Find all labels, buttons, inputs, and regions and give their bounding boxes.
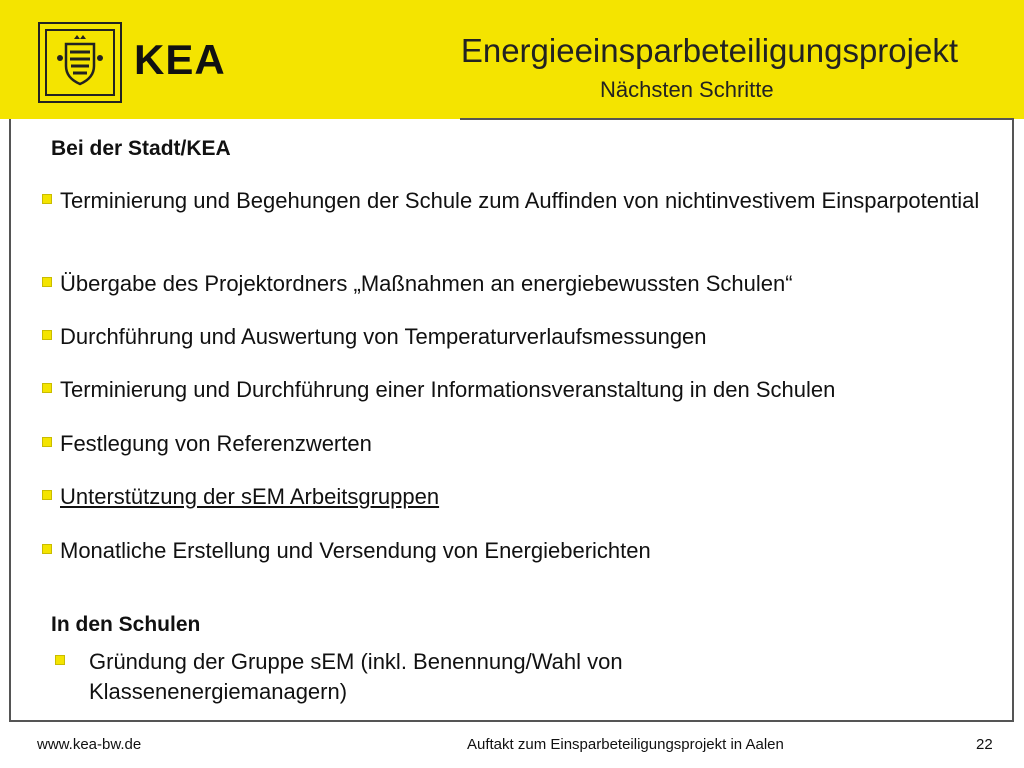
coat-of-arms-logo bbox=[38, 22, 122, 103]
square-bullet-icon bbox=[42, 194, 52, 204]
list-item bbox=[42, 429, 992, 459]
list-item bbox=[42, 375, 992, 405]
list-item-text: Terminierung und Durchführung einer Informationsveranstaltung in den Schulen bbox=[60, 377, 836, 402]
page-number: 22 bbox=[976, 736, 993, 753]
footer-event: Auftakt zum Einsparbeteiligungsprojekt in Aalen bbox=[467, 736, 784, 753]
footer-website: www.kea-bw.de bbox=[37, 736, 142, 753]
section-heading-city: Bei der Stadt/KEA bbox=[51, 137, 231, 160]
square-bullet-icon bbox=[42, 383, 52, 393]
square-bullet-icon bbox=[42, 330, 52, 340]
square-bullet-icon bbox=[42, 277, 52, 287]
list-item-text: Durchführung und Auswertung von Temperaturverlaufsmessungen bbox=[60, 324, 707, 349]
shield-icon bbox=[40, 24, 120, 101]
brand-name: KEA bbox=[134, 36, 226, 83]
list-item-link[interactable]: Unterstützung der sEM Arbeitsgruppen bbox=[60, 484, 440, 509]
list-item bbox=[42, 186, 992, 248]
square-bullet-icon bbox=[42, 490, 52, 500]
section-heading-schools: In den Schulen bbox=[51, 613, 201, 636]
square-bullet-icon bbox=[55, 655, 65, 665]
square-bullet-icon bbox=[42, 437, 52, 447]
list-item bbox=[55, 647, 755, 709]
list-item bbox=[42, 269, 992, 299]
list-item-text: Monatliche Erstellung und Versendung von Energieberichten bbox=[60, 538, 651, 563]
list-item bbox=[42, 536, 992, 566]
list-item-text: Festlegung von Referenzwerten bbox=[60, 431, 372, 456]
square-bullet-icon bbox=[42, 544, 52, 554]
list-item-text: Terminierung und Begehungen der Schule zum Auffinden von nichtinvestivem Einsparpotential bbox=[60, 188, 980, 213]
page-title: Energieeinsparbeteiligungsprojekt bbox=[460, 32, 958, 69]
page-subtitle: Nächsten Schritte bbox=[600, 77, 774, 102]
list-item-text: Gründung der Gruppe sEM (inkl. Benennung/Wahl von Klassenenergiemanagern) bbox=[89, 649, 623, 704]
list-item bbox=[42, 482, 992, 512]
list-item bbox=[42, 322, 992, 352]
list-item-text: Übergabe des Projektordners „Maßnahmen an energiebewussten Schulen“ bbox=[60, 271, 793, 296]
